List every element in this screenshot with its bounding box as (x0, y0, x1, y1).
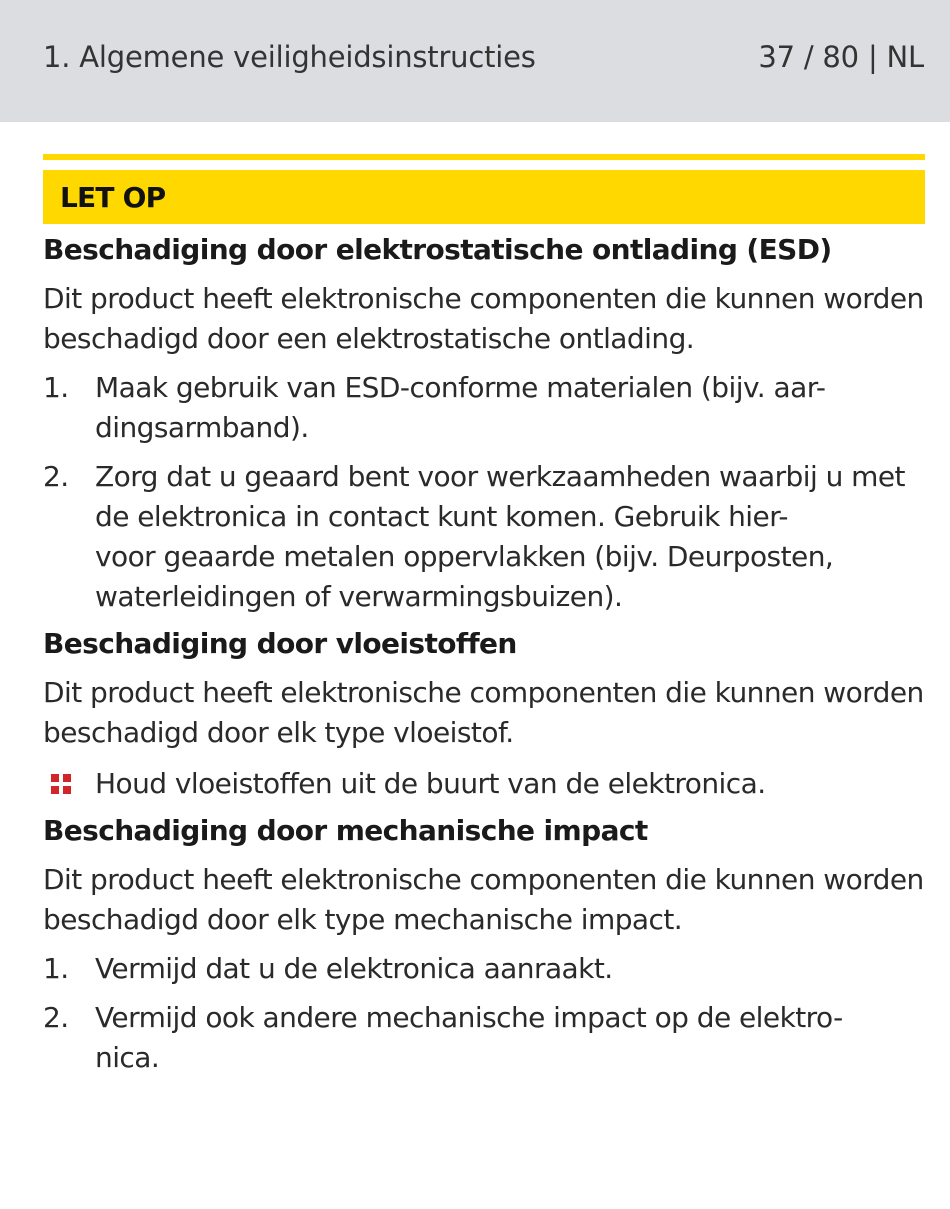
section-esd (43, 230, 925, 617)
list-item (43, 998, 925, 1078)
section-paragraph: Dit product heeft elektronische componenten die kunnen worden beschadigd door elk type vloeistof. (43, 676, 924, 749)
list-number: 1. (43, 371, 69, 404)
document-body (43, 154, 925, 1078)
section-title: Beschadiging door mechanische impact (43, 814, 648, 847)
notice-label: LET OP (60, 180, 166, 214)
instruction-list (43, 949, 925, 1078)
list-text: Vermijd dat u de elektronica aanraakt. (95, 952, 613, 985)
list-number: 2. (43, 1001, 69, 1034)
list-text: Vermijd ook andere mechanische impact op de elektro- nica. (95, 1001, 843, 1074)
instruction-list (43, 368, 925, 617)
list-number: 1. (43, 952, 69, 985)
bullet-marker (43, 764, 95, 804)
section-mechanical (43, 811, 925, 1078)
list-number: 2. (43, 460, 69, 493)
section-liquids (43, 624, 925, 804)
square-grid-icon (51, 774, 71, 794)
section-paragraph: Dit product heeft elektronische componenten die kunnen worden beschadigd door elk type mechanische impact. (43, 863, 924, 936)
section-paragraph: Dit product heeft elektronische componenten die kunnen worden beschadigd door een elektrostatische ontlading. (43, 282, 924, 355)
list-text: Maak gebruik van ESD-conforme materialen (bijv. aar- dingsarmband). (95, 371, 826, 444)
list-item (43, 949, 925, 989)
bullet-text: Houd vloeistoffen uit de buurt van de elektronica. (95, 767, 766, 800)
header-section-title: 1. Algemene veiligheidsinstructies (43, 40, 536, 74)
notice-banner (43, 170, 925, 224)
list-item (43, 368, 925, 448)
list-item (43, 457, 925, 617)
notice-rule (43, 154, 925, 160)
section-title: Beschadiging door vloeistoffen (43, 627, 517, 660)
section-title: Beschadiging door elektrostatische ontlading (ESD) (43, 233, 832, 266)
bullet-item (43, 764, 925, 804)
list-text: Zorg dat u geaard bent voor werkzaamheden waarbij u met de elektronica in contact kunt komen. Gebruik hier- voor geaarde metalen oppervlakken (bijv. Deurposten, waterleidingen of verwarmingsbuizen). (95, 460, 905, 613)
page-header (0, 0, 950, 122)
header-page-number: 37 / 80 | NL (758, 40, 924, 74)
